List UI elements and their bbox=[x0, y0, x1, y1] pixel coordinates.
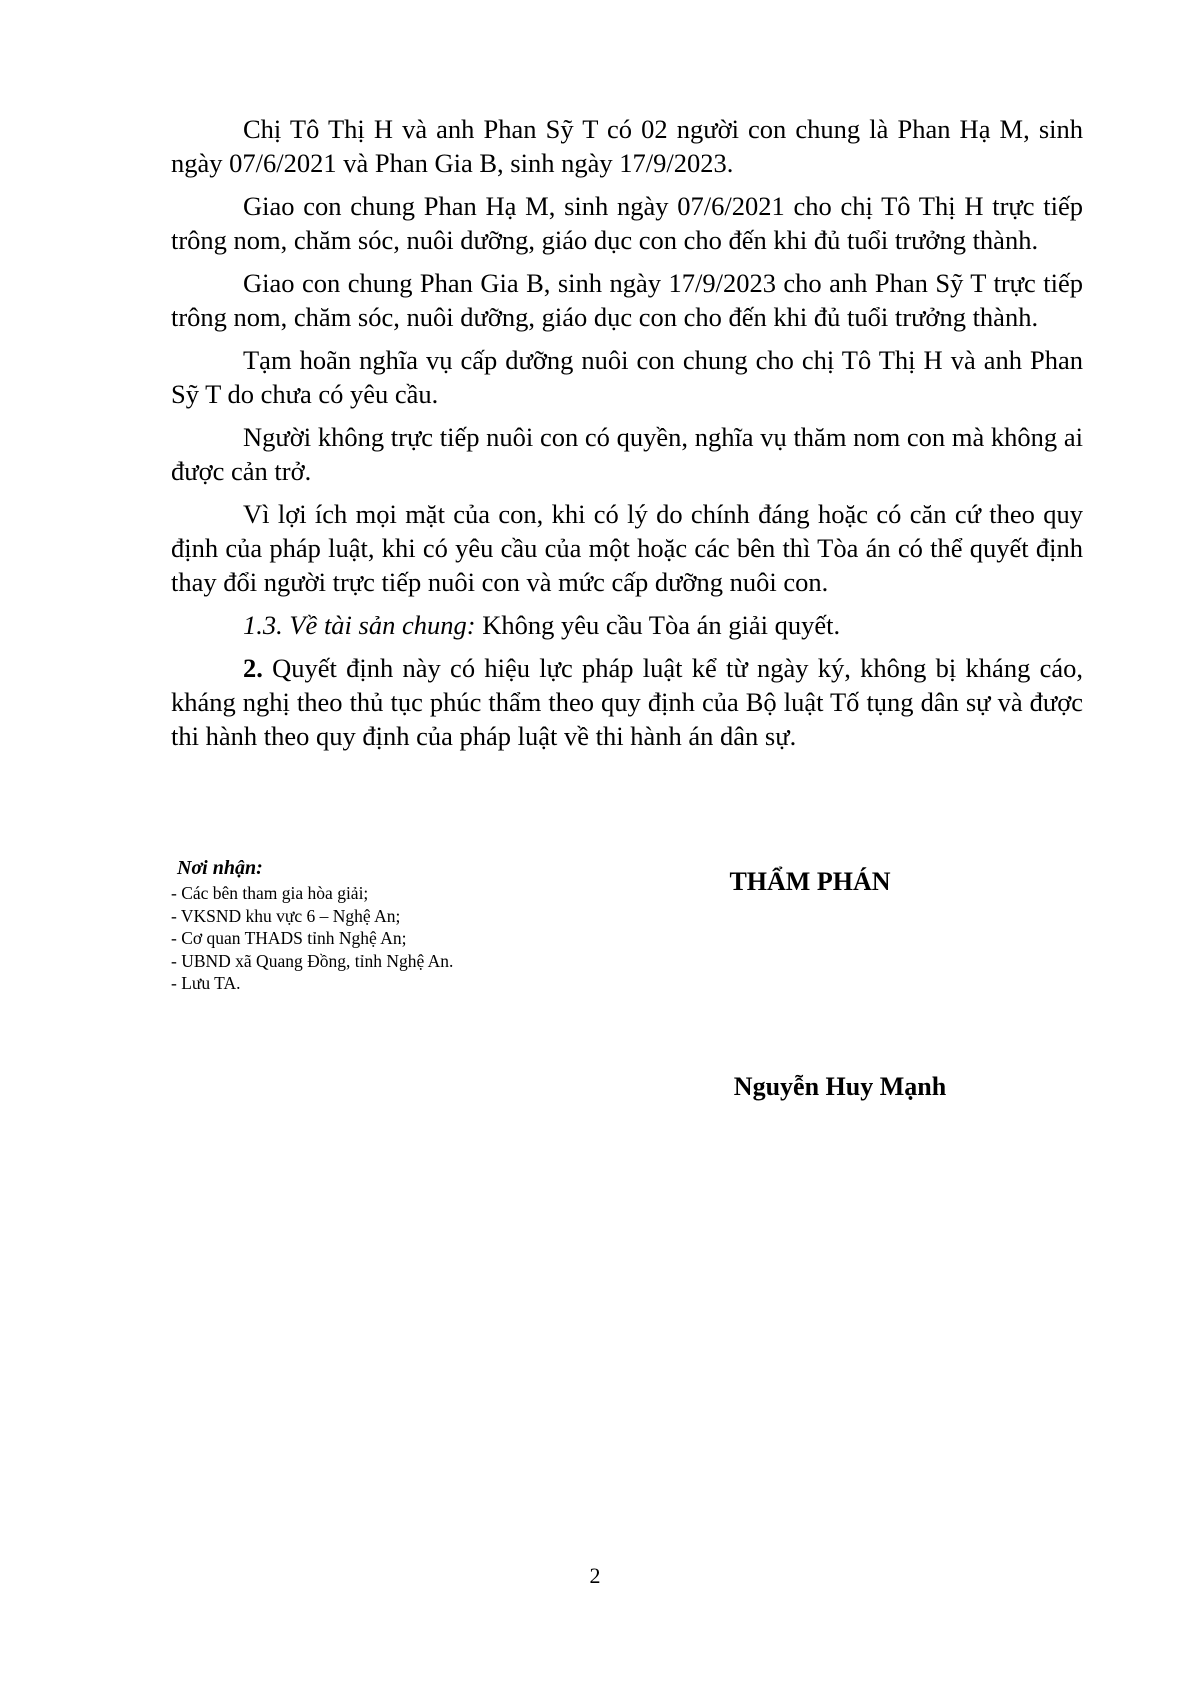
paragraph-custody-b: Giao con chung Phan Gia B, sinh ngày 17/9/2023 cho anh Phan Sỹ T trực tiếp trông nom, chăm sóc, nuôi dưỡng, giáo dục con cho đến khi đủ tuổi trưởng thành. bbox=[171, 268, 1083, 332]
paragraph-change-custody: Vì lợi ích mọi mặt của con, khi có lý do chính đáng hoặc có căn cứ theo quy định của pháp luật, khi có yêu cầu của một hoặc các bên thì Tòa án có thể quyết định thay đổi người trực tiếp nuôi con và mức cấp dưỡng nuôi con. bbox=[171, 499, 1083, 597]
page-number: 2 bbox=[589, 1563, 601, 1588]
recipients-heading: Nơi nhận: bbox=[177, 857, 263, 879]
paragraph-visitation: Người không trực tiếp nuôi con có quyền, nghĩa vụ thăm nom con mà không ai được cản trở. bbox=[171, 422, 1083, 486]
section-number: 2. bbox=[243, 653, 263, 683]
paragraph-support-deferral: Tạm hoãn nghĩa vụ cấp dưỡng nuôi con chung cho chị Tô Thị H và anh Phan Sỹ T do chưa có yêu cầu. bbox=[171, 345, 1083, 409]
signature-title: THẨM PHÁN bbox=[729, 867, 891, 896]
recipient-item: - UBND xã Quang Đồng, tỉnh Nghệ An. bbox=[171, 950, 454, 971]
recipient-item: - Cơ quan THADS tỉnh Nghệ An; bbox=[171, 928, 407, 948]
recipient-item: - VKSND khu vực 6 – Nghệ An; bbox=[171, 905, 401, 926]
effect-text: Quyết định này có hiệu lực pháp luật kể từ ngày ký, không bị kháng cáo, kháng nghị theo thủ tục phúc thẩm theo quy định của Bộ luật Tố tụng dân sự và được thi hành theo quy định của pháp luật về thi hành án dân sự. bbox=[171, 653, 1083, 751]
common-property-label: 1.3. Về tài sản chung: bbox=[243, 610, 476, 640]
common-property-text: Không yêu cầu Tòa án giải quyết. bbox=[475, 610, 841, 640]
recipients-block bbox=[171, 856, 651, 995]
recipient-item: - Lưu TA. bbox=[171, 973, 241, 993]
paragraph-effect bbox=[171, 651, 1083, 753]
recipient-item: - Các bên tham gia hòa giải; bbox=[171, 883, 369, 903]
decision-body bbox=[171, 112, 1083, 762]
paragraph-children: Chị Tô Thị H và anh Phan Sỹ T có 02 người con chung là Phan Hạ M, sinh ngày 07/6/2021 và Phan Gia B, sinh ngày 17/9/2023. bbox=[171, 114, 1083, 178]
paragraph-common-property bbox=[171, 608, 1083, 642]
signer-name: Nguyễn Huy Mạnh bbox=[733, 1072, 947, 1101]
paragraph-custody-m: Giao con chung Phan Hạ M, sinh ngày 07/6/2021 cho chị Tô Thị H trực tiếp trông nom, chăm sóc, nuôi dưỡng, giáo dục con cho đến khi đủ tuổi trưởng thành. bbox=[171, 191, 1083, 255]
recipients-list bbox=[171, 882, 651, 995]
